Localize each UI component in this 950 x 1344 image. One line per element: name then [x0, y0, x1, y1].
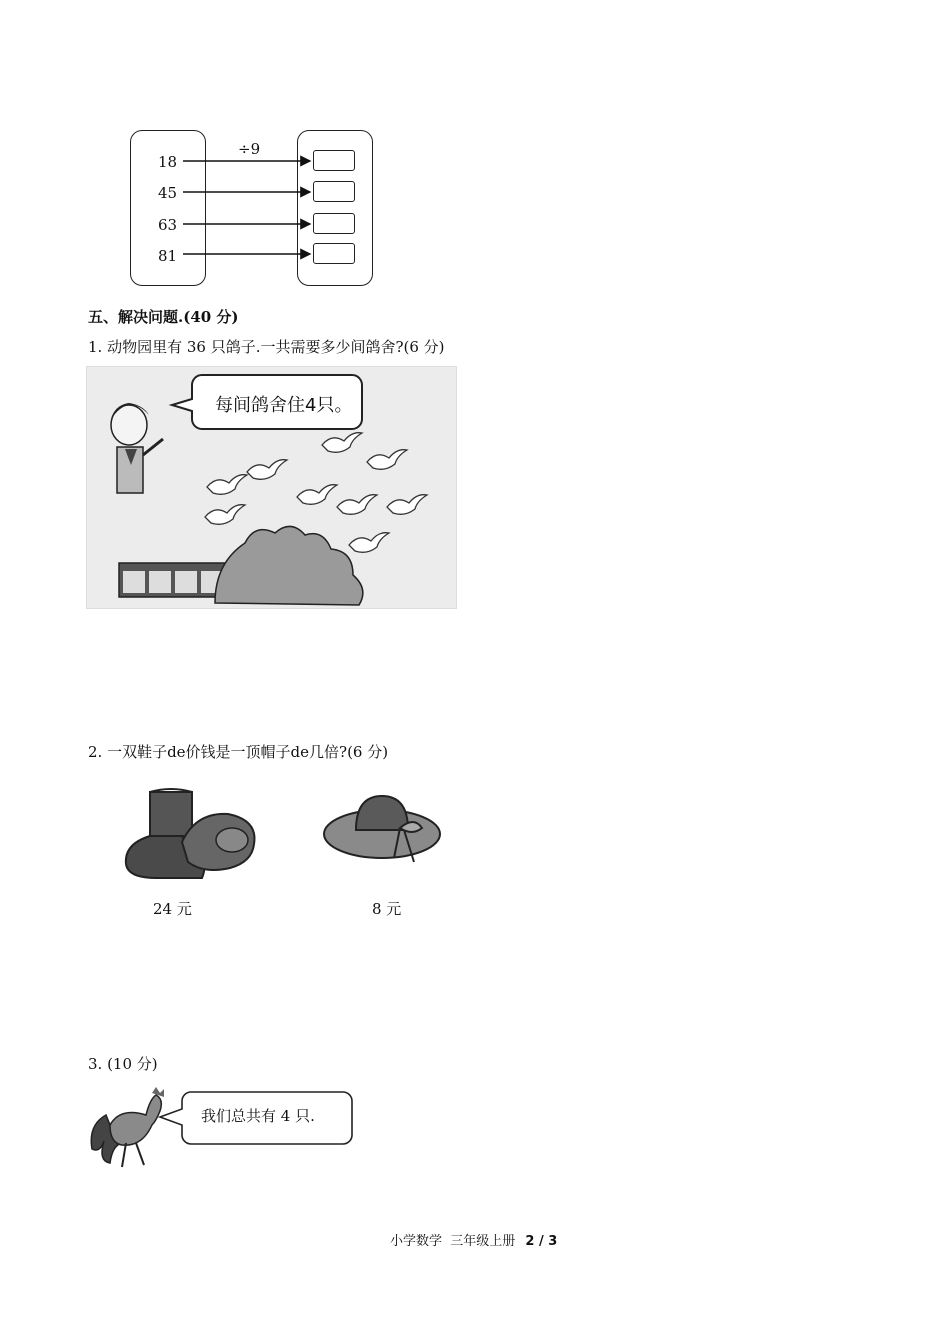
boots-price: 24 元 — [153, 900, 192, 918]
boy-figure — [111, 403, 163, 493]
hat-icon — [320, 790, 450, 880]
question-1: 1. 动物园里有 36 只鸽子.一共需要多少间鸽舍?(6 分) — [88, 338, 445, 356]
rooster-speech-text: 我们总共有 4 只. — [201, 1107, 315, 1125]
input-value: 81 — [158, 247, 178, 265]
input-value: 18 — [158, 153, 178, 171]
footer-subject: 小学数学 三年级上册 — [390, 1234, 516, 1249]
answer-box[interactable] — [313, 150, 355, 171]
input-value: 45 — [158, 184, 178, 202]
section-title: 五、解决问题.(40 分) — [88, 308, 239, 326]
bush — [215, 526, 363, 605]
page-number: 2 / 3 — [525, 1234, 558, 1249]
input-value: 63 — [158, 216, 178, 234]
pigeon-illustration — [86, 366, 457, 609]
footer — [390, 1230, 557, 1249]
operator-label: ÷9 — [238, 140, 261, 158]
answer-box[interactable] — [313, 181, 355, 202]
question-3: 3. (10 分) — [88, 1055, 158, 1073]
answer-box[interactable] — [313, 213, 355, 234]
speech-text: 每间鸽舍住4只。 — [215, 395, 353, 416]
question-2: 2. 一双鞋子de价钱是一顶帽子de几倍?(6 分) — [88, 743, 389, 761]
boots-icon — [120, 780, 260, 885]
answer-box[interactable] — [313, 243, 355, 264]
rooster-icon — [86, 1085, 166, 1175]
hat-price: 8 元 — [372, 900, 402, 918]
